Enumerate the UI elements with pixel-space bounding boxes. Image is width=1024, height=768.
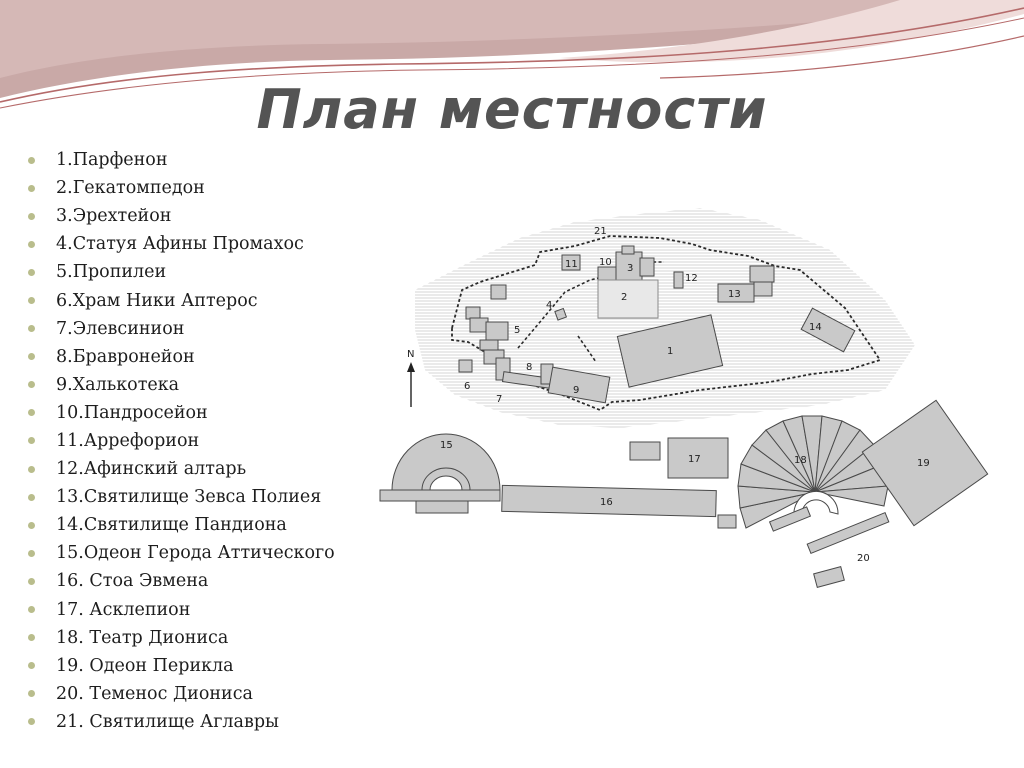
legend-item bbox=[28, 286, 335, 314]
building-15-scene bbox=[416, 501, 468, 513]
map-label-16: 16 bbox=[600, 497, 613, 508]
map-label-20: 20 bbox=[857, 553, 870, 564]
building-13-zeus-polieus bbox=[750, 266, 774, 282]
building-13-annex bbox=[754, 282, 772, 296]
legend-item bbox=[28, 596, 335, 624]
legend-item-label: 6.Храм Ники Аптерос bbox=[56, 290, 258, 311]
building-6-nike-apteros bbox=[459, 360, 472, 372]
acropolis-site-plan bbox=[370, 200, 990, 590]
building-2-hekatompedon bbox=[598, 280, 658, 318]
map-label-13: 13 bbox=[728, 289, 741, 300]
map-label-3: 3 bbox=[627, 263, 634, 274]
map-label-1: 1 bbox=[667, 346, 674, 357]
bullet-icon bbox=[28, 606, 35, 613]
legend-item-label: 10.Пандросейон bbox=[56, 402, 208, 423]
map-label-6: 6 bbox=[464, 381, 471, 392]
bullet-icon bbox=[28, 522, 35, 529]
legend-item bbox=[28, 624, 335, 652]
legend-item-label: 8.Бравронейон bbox=[56, 346, 195, 367]
bullet-icon bbox=[28, 185, 35, 192]
building-5-propylaia-hall bbox=[470, 318, 488, 332]
bullet-icon bbox=[28, 157, 35, 164]
bullet-icon bbox=[28, 381, 35, 388]
legend-item bbox=[28, 315, 335, 343]
legend-item-label: 4.Статуя Афины Промахос bbox=[56, 234, 304, 255]
legend-item-label: 20. Теменос Диониса bbox=[56, 683, 253, 704]
building-5-propylaia-core bbox=[486, 322, 508, 340]
legend-item bbox=[28, 511, 335, 539]
legend-item-label: 17. Асклепион bbox=[56, 599, 191, 620]
legend-item bbox=[28, 146, 335, 174]
building-5-propylaia bbox=[491, 285, 506, 299]
page-title: План местности bbox=[256, 78, 768, 141]
bullet-icon bbox=[28, 662, 35, 669]
legend-item bbox=[28, 371, 335, 399]
bullet-icon bbox=[28, 466, 35, 473]
bullet-icon bbox=[28, 437, 35, 444]
map-label-11: 11 bbox=[565, 259, 578, 270]
building-3-porch bbox=[640, 258, 654, 276]
legend-item-label: 5.Пропилеи bbox=[56, 262, 167, 283]
legend-item bbox=[28, 174, 335, 202]
north-label: N bbox=[407, 349, 415, 360]
map-label-17: 17 bbox=[688, 454, 701, 465]
map-label-5: 5 bbox=[514, 325, 521, 336]
legend-item-label: 21. Святилище Аглавры bbox=[56, 711, 279, 732]
bullet-icon bbox=[28, 634, 35, 641]
legend-item-label: 16. Стоа Эвмена bbox=[56, 571, 209, 592]
building-10-pandroseion bbox=[598, 267, 616, 281]
legend-item bbox=[28, 258, 335, 286]
building-3-annex bbox=[622, 246, 634, 254]
bullet-icon bbox=[28, 494, 35, 501]
map-label-21: 21 bbox=[594, 226, 607, 237]
building-5-propylaia-porch bbox=[480, 340, 498, 350]
legend-item bbox=[28, 567, 335, 595]
map-label-4: 4 bbox=[546, 300, 553, 311]
bullet-icon bbox=[28, 578, 35, 585]
legend-item-label: 1.Парфенон bbox=[56, 150, 168, 171]
map-label-8: 8 bbox=[526, 362, 533, 373]
legend-item bbox=[28, 427, 335, 455]
bullet-icon bbox=[28, 241, 35, 248]
legend-item-label: 19. Одеон Перикла bbox=[56, 655, 234, 676]
legend-item bbox=[28, 230, 335, 258]
legend-item bbox=[28, 455, 335, 483]
map-label-14: 14 bbox=[809, 322, 822, 333]
bullet-icon bbox=[28, 353, 35, 360]
building-18-theatre-dionysus bbox=[738, 416, 888, 528]
legend-item bbox=[28, 680, 335, 708]
legend-item bbox=[28, 483, 335, 511]
map-label-19: 19 bbox=[917, 458, 930, 469]
map-label-12: 12 bbox=[685, 273, 698, 284]
bullet-icon bbox=[28, 550, 35, 557]
north-arrow-icon bbox=[407, 362, 415, 372]
map-label-10: 10 bbox=[599, 257, 612, 268]
legend-item-label: 13.Святилище Зевса Полиея bbox=[56, 487, 322, 508]
legend-item-label: 11.Аррефорион bbox=[56, 430, 200, 451]
map-label-9: 9 bbox=[573, 385, 580, 396]
legend-list bbox=[28, 146, 335, 736]
map-label-7: 7 bbox=[496, 394, 503, 405]
map-label-18: 18 bbox=[794, 455, 807, 466]
legend-item-label: 3.Эрехтейон bbox=[56, 206, 172, 227]
legend-item-label: 15.Одеон Герода Аттического bbox=[56, 543, 335, 564]
building-17-asklepieion bbox=[630, 442, 660, 460]
bullet-icon bbox=[28, 718, 35, 725]
building-20-temple bbox=[814, 567, 845, 588]
legend-item bbox=[28, 343, 335, 371]
legend-item bbox=[28, 399, 335, 427]
legend-item-label: 9.Халькотека bbox=[56, 374, 180, 395]
building-20-temenos-dionysus bbox=[807, 513, 889, 554]
building-16-annex bbox=[718, 515, 736, 528]
bullet-icon bbox=[28, 297, 35, 304]
building-15-stage bbox=[380, 490, 500, 501]
map-label-15: 15 bbox=[440, 440, 453, 451]
legend-item bbox=[28, 708, 335, 736]
legend-item bbox=[28, 652, 335, 680]
legend-item bbox=[28, 539, 335, 567]
legend-item-label: 18. Театр Диониса bbox=[56, 627, 229, 648]
bullet-icon bbox=[28, 325, 35, 332]
bullet-icon bbox=[28, 269, 35, 276]
legend-item-label: 14.Святилище Пандиона bbox=[56, 515, 287, 536]
building-12-athena-altar bbox=[674, 272, 683, 288]
map-label-2: 2 bbox=[621, 292, 628, 303]
bullet-icon bbox=[28, 409, 35, 416]
legend-item bbox=[28, 202, 335, 230]
legend-item-label: 7.Элевсинион bbox=[56, 318, 185, 339]
bullet-icon bbox=[28, 690, 35, 697]
building-5-propylaia-wing bbox=[466, 307, 480, 319]
bullet-icon bbox=[28, 213, 35, 220]
legend-item-label: 2.Гекатомпедон bbox=[56, 178, 205, 199]
legend-item-label: 12.Афинский алтарь bbox=[56, 459, 247, 480]
